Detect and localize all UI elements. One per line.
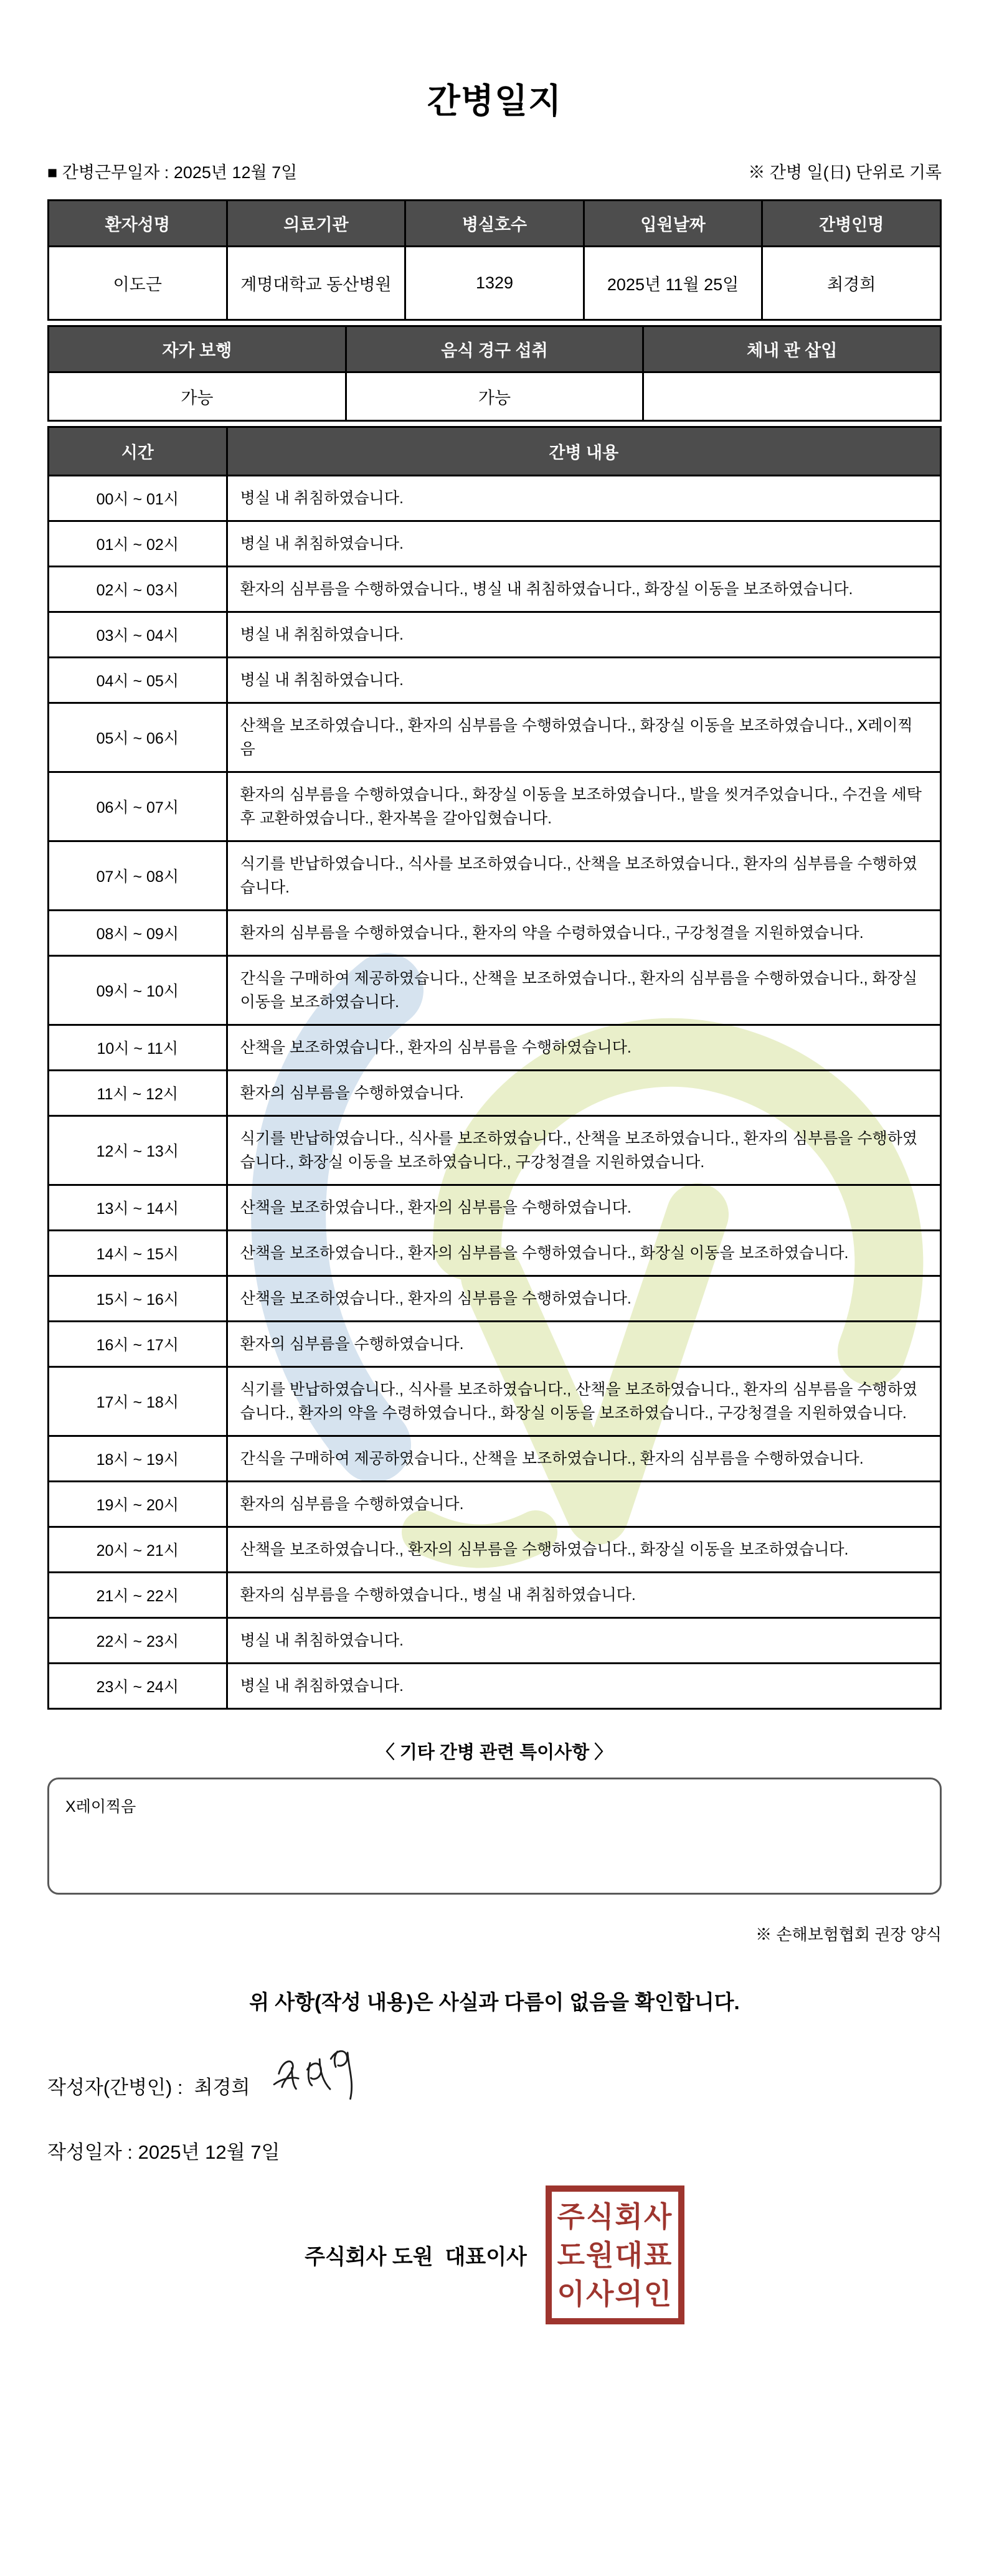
- time-cell: 15시 ~ 16시: [49, 1276, 227, 1322]
- writer-name: 최경희: [194, 2076, 250, 2098]
- care-log-row: [49, 1276, 941, 1322]
- care-log-row: [49, 1367, 941, 1436]
- unit-note: ※ 간병 일(日) 단위로 기록: [748, 163, 942, 182]
- care-log-row: [49, 658, 941, 703]
- time-cell: 14시 ~ 15시: [49, 1231, 227, 1276]
- care-content-cell: 간식을 구매하여 제공하였습니다., 산책을 보조하였습니다., 환자의 심부름을 수행하였습니다., 화장실 이동을 보조하였습니다.: [227, 956, 940, 1025]
- care-content-cell: 병실 내 취침하였습니다.: [227, 476, 940, 521]
- time-cell: 00시 ~ 01시: [49, 476, 227, 521]
- care-content-cell: 식기를 반납하였습니다., 식사를 보조하였습니다., 산책을 보조하였습니다., 환자의 심부름을 수행하였습니다., 환자의 약을 수령하였습니다., 화장실 이동을 보조하였습니다., 구강청결을 지원하였습니다.: [227, 1367, 940, 1436]
- care-log-row: [49, 1664, 941, 1709]
- care-log-table: [47, 426, 942, 1710]
- work-date-row: [47, 159, 942, 183]
- oral-intake-header: 음식 경구 섭취: [346, 326, 643, 372]
- time-column-header: 시간: [49, 427, 227, 476]
- care-content-cell: 환자의 심부름을 수행하였습니다.: [227, 1482, 940, 1527]
- care-content-cell: 병실 내 취침하였습니다.: [227, 612, 940, 658]
- confirmation-statement: 위 사항(작성 내용)은 사실과 다름이 없음을 확인합니다.: [249, 1991, 740, 2014]
- care-content-cell: 병실 내 취침하였습니다.: [227, 1618, 940, 1664]
- work-date-label: ■ 간병근무일자 :: [47, 163, 169, 182]
- care-content-cell: 환자의 심부름을 수행하였습니다., 화장실 이동을 보조하였습니다., 발을 씻겨주었습니다., 수건을 세탁 후 교환하였습니다., 환자복을 갈아입혔습니다.: [227, 772, 940, 841]
- time-cell: 03시 ~ 04시: [49, 612, 227, 658]
- care-log-row: [49, 1185, 941, 1231]
- written-date-label: 작성일자 :: [47, 2141, 133, 2163]
- work-date-value: 2025년 12월 7일: [173, 163, 298, 182]
- self-walking-value: 가능: [49, 372, 346, 421]
- work-date: [47, 159, 297, 183]
- handwritten-signature: [261, 2038, 381, 2118]
- care-log-row: [49, 1573, 941, 1618]
- writer-label: 작성자(간병인) :: [47, 2076, 183, 2098]
- time-cell: 01시 ~ 02시: [49, 521, 227, 567]
- care-log-row: [49, 1482, 941, 1527]
- time-cell: 07시 ~ 08시: [49, 841, 227, 911]
- time-cell: 02시 ~ 03시: [49, 567, 227, 612]
- time-cell: 04시 ~ 05시: [49, 658, 227, 703]
- care-log-row: [49, 703, 941, 772]
- care-content-cell: 환자의 심부름을 수행하였습니다.: [227, 1071, 940, 1116]
- care-content-cell: 병실 내 취침하였습니다.: [227, 521, 940, 567]
- seal-line-1: 주식회사: [557, 2200, 673, 2233]
- tube-insertion-value: [643, 372, 941, 421]
- writer-row: [47, 2053, 942, 2118]
- time-cell: 08시 ~ 09시: [49, 911, 227, 956]
- care-log-row: [49, 956, 941, 1025]
- care-content-cell: 병실 내 취침하였습니다.: [227, 658, 940, 703]
- time-cell: 17시 ~ 18시: [49, 1367, 227, 1436]
- admission-date-value: 2025년 11월 25일: [584, 247, 762, 320]
- company-name: 주식회사 도원 대표이사: [305, 2245, 527, 2269]
- time-cell: 12시 ~ 13시: [49, 1116, 227, 1185]
- patient-name-header: 환자성명: [49, 201, 227, 247]
- care-log-row: [49, 1436, 941, 1482]
- care-log-row: [49, 1322, 941, 1367]
- oral-intake-value: 가능: [346, 372, 643, 421]
- seal-line-3: 이사의인: [557, 2277, 673, 2310]
- care-log-row: [49, 1116, 941, 1185]
- care-log-rows: [49, 476, 941, 1709]
- patient-name-value: 이도근: [49, 247, 227, 320]
- care-content-cell: 병실 내 취침하였습니다.: [227, 1664, 940, 1709]
- care-log-row: [49, 1618, 941, 1664]
- special-notes-content: X레이찍음: [65, 1798, 136, 1816]
- time-cell: 20시 ~ 21시: [49, 1527, 227, 1573]
- care-content-cell: 산책을 보조하였습니다., 환자의 심부름을 수행하였습니다.: [227, 1025, 940, 1071]
- patient-status-table: [47, 325, 942, 422]
- time-cell: 11시 ~ 12시: [49, 1071, 227, 1116]
- time-cell: 23시 ~ 24시: [49, 1664, 227, 1709]
- written-date-row: [47, 2136, 942, 2164]
- care-content-cell: 산책을 보조하였습니다., 환자의 심부름을 수행하였습니다.: [227, 1185, 940, 1231]
- care-log-row: [49, 772, 941, 841]
- recommended-form-note: ※ 손해보험협회 권장 양식: [755, 1925, 942, 1944]
- care-content-cell: 식기를 반납하였습니다., 식사를 보조하였습니다., 산책을 보조하였습니다., 환자의 심부름을 수행하였습니다.: [227, 841, 940, 911]
- care-content-cell: 환자의 심부름을 수행하였습니다., 환자의 약을 수령하였습니다., 구강청결을 지원하였습니다.: [227, 911, 940, 956]
- care-content-cell: 식기를 반납하였습니다., 식사를 보조하였습니다., 산책을 보조하였습니다., 환자의 심부름을 수행하였습니다., 화장실 이동을 보조하였습니다., 구강청결을 지원하였습니다.: [227, 1116, 940, 1185]
- medical-institution-header: 의료기관: [227, 201, 405, 247]
- caregiver-name-header: 간병인명: [762, 201, 941, 247]
- care-log-row: [49, 1071, 941, 1116]
- seal-line-2: 도원대표: [557, 2238, 673, 2271]
- care-log-row: [49, 476, 941, 521]
- room-number-header: 병실호수: [405, 201, 584, 247]
- care-log-row: [49, 1025, 941, 1071]
- time-cell: 16시 ~ 17시: [49, 1322, 227, 1367]
- care-log-row: [49, 521, 941, 567]
- admission-date-header: 입원날짜: [584, 201, 762, 247]
- time-cell: 05시 ~ 06시: [49, 703, 227, 772]
- time-cell: 10시 ~ 11시: [49, 1025, 227, 1071]
- care-content-column-header: 간병 내용: [227, 427, 940, 476]
- tube-insertion-header: 체내 관 삽입: [643, 326, 941, 372]
- care-log-row: [49, 1527, 941, 1573]
- care-log-row: [49, 911, 941, 956]
- time-cell: 09시 ~ 10시: [49, 956, 227, 1025]
- caregiver-name-value: 최경희: [762, 247, 941, 320]
- special-notes-title: 〈 기타 간병 관련 특이사항 〉: [376, 1743, 613, 1763]
- care-log-row: [49, 1231, 941, 1276]
- care-content-cell: 환자의 심부름을 수행하였습니다.: [227, 1322, 940, 1367]
- corporate-seal-stamp: [546, 2185, 684, 2324]
- self-walking-header: 자가 보행: [49, 326, 346, 372]
- care-log-row: [49, 567, 941, 612]
- care-content-cell: 산책을 보조하였습니다., 환자의 심부름을 수행하였습니다., 화장실 이동을 보조하였습니다.: [227, 1527, 940, 1573]
- room-number-value: 1329: [405, 247, 584, 320]
- patient-info-table: [47, 199, 942, 321]
- care-content-cell: 산책을 보조하였습니다., 환자의 심부름을 수행하였습니다., 화장실 이동을 보조하였습니다., X레이찍음: [227, 703, 940, 772]
- page-title: 간병일지: [427, 82, 562, 120]
- care-content-cell: 산책을 보조하였습니다., 환자의 심부름을 수행하였습니다.: [227, 1276, 940, 1322]
- care-content-cell: 환자의 심부름을 수행하였습니다., 병실 내 취침하였습니다., 화장실 이동을 보조하였습니다.: [227, 567, 940, 612]
- medical-institution-value: 계명대학교 동산병원: [227, 247, 405, 320]
- written-date-value: 2025년 12월 7일: [138, 2141, 280, 2163]
- company-row: [47, 2185, 942, 2324]
- special-notes-box: [47, 1778, 942, 1895]
- time-cell: 19시 ~ 20시: [49, 1482, 227, 1527]
- care-log-row: [49, 841, 941, 911]
- time-cell: 18시 ~ 19시: [49, 1436, 227, 1482]
- time-cell: 06시 ~ 07시: [49, 772, 227, 841]
- care-content-cell: 산책을 보조하였습니다., 환자의 심부름을 수행하였습니다., 화장실 이동을 보조하였습니다.: [227, 1231, 940, 1276]
- care-content-cell: 환자의 심부름을 수행하였습니다., 병실 내 취침하였습니다.: [227, 1573, 940, 1618]
- care-log-row: [49, 612, 941, 658]
- time-cell: 22시 ~ 23시: [49, 1618, 227, 1664]
- time-cell: 13시 ~ 14시: [49, 1185, 227, 1231]
- time-cell: 21시 ~ 22시: [49, 1573, 227, 1618]
- care-content-cell: 간식을 구매하여 제공하였습니다., 산책을 보조하였습니다., 환자의 심부름을 수행하였습니다.: [227, 1436, 940, 1482]
